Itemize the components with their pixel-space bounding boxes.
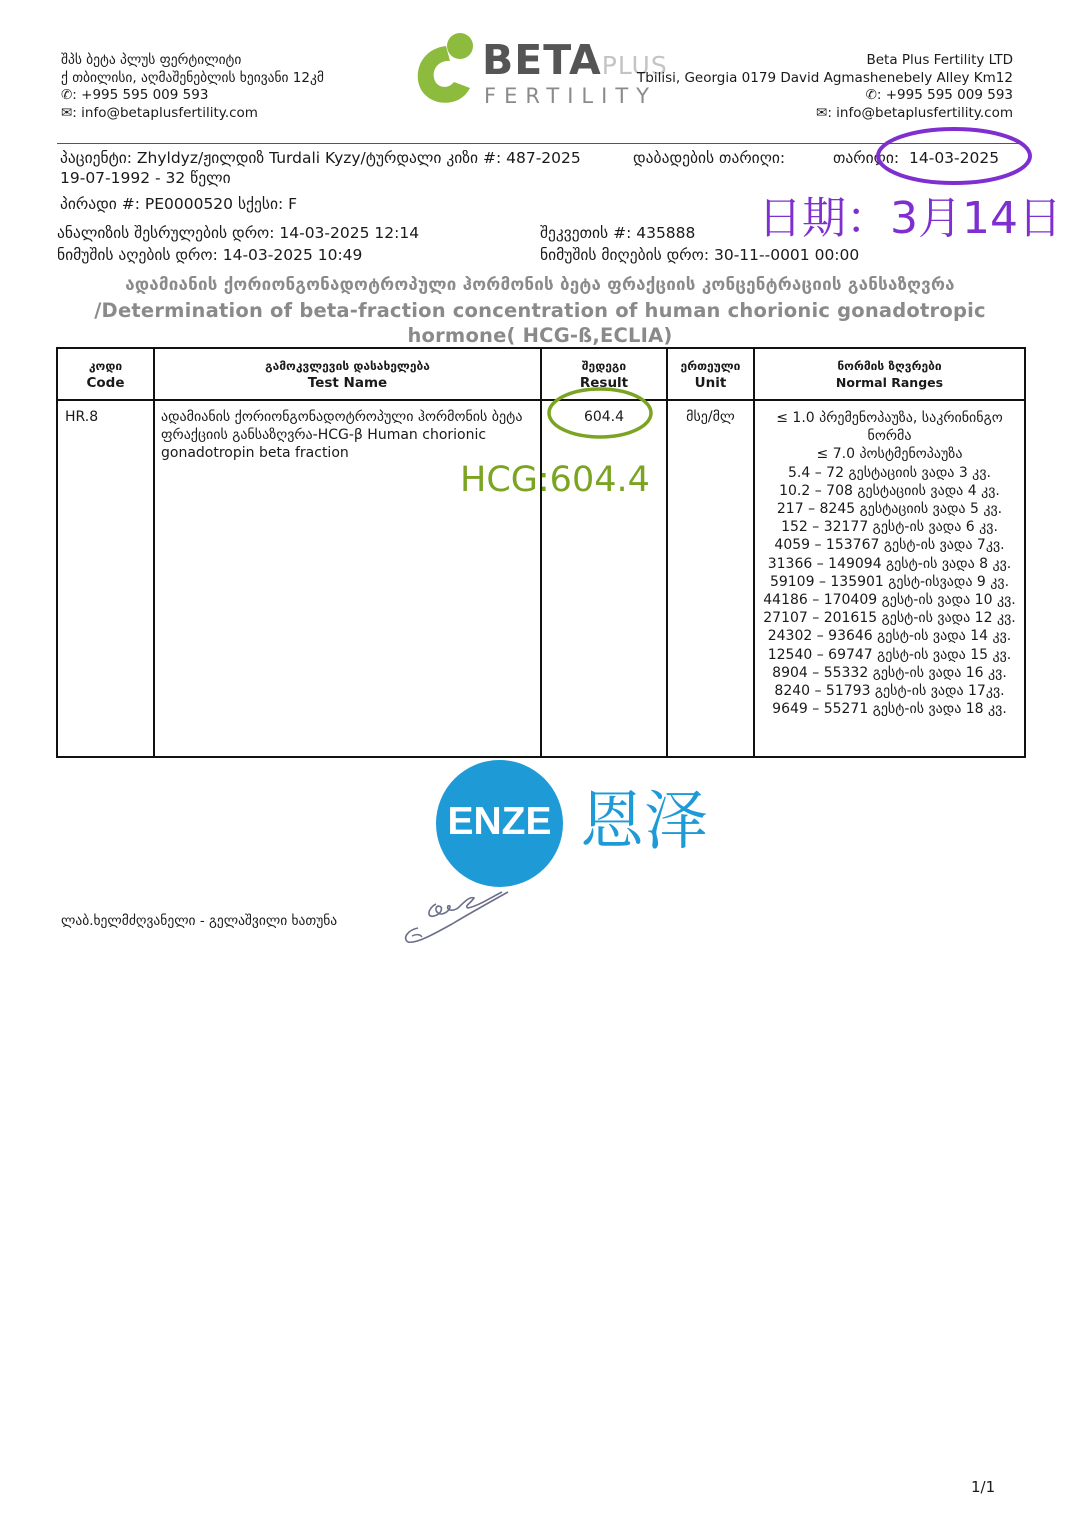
- sample-received-time: ნიმუშის მიღების დრო: 30-11--0001 00:00: [540, 246, 860, 264]
- range-line: 5.4 – 72 გესტაციის ვადა 3 კვ.: [788, 464, 991, 481]
- report-date-label: თარიღი:: [833, 149, 900, 167]
- range-line: 152 – 32177 გესტ-ის ვადა 6 კვ.: [781, 519, 998, 536]
- header-test-name: გამოკვლევის დასახელება Test Name: [154, 348, 541, 400]
- clinic-info-georgian: [61, 52, 324, 122]
- clinic-address-ka: ქ თბილისი, აღმაშენებლის ხეივანი 12კმ: [61, 69, 324, 86]
- range-line: ≤ 7.0 პოსტმენოპაუზა: [816, 446, 963, 463]
- header-code: კოდი Code: [57, 348, 154, 400]
- clinic-address-en: Tbilisi, Georgia 0179 David Agmashenebely Alley Km12: [637, 69, 1013, 86]
- birth-date-value: 19-07-1992 - 32 წელი: [60, 169, 231, 187]
- report-date-value: 14-03-2025: [909, 149, 1000, 167]
- clinic-phone-en: ✆: +995 595 009 593: [865, 87, 1013, 103]
- handwritten-signature: [398, 884, 518, 954]
- test-title-ka: ადამიანის ქორიონგონადოტროპული ჰორმონის ბეტა ფრაქციის კონცენტრაციის განსაზღვრა: [125, 275, 955, 295]
- range-line: 10.2 – 708 გესტაციის ვადა 4 კვ.: [779, 482, 1000, 499]
- clinic-phone-ka: ✆: +995 595 009 593: [61, 87, 209, 103]
- logo-word-plus: PLUS: [601, 51, 668, 80]
- enze-logo: [436, 760, 736, 888]
- table-row: [57, 400, 1025, 757]
- range-line: 8240 – 51793 გესტ-ის ვადა 17კვ.: [774, 683, 1005, 700]
- patient-name-line: პაციენტი: Zhyldyz/ჟილდიზ Turdali Kyzy/ტურდალი კიზი #: 487-2025: [60, 149, 581, 167]
- enze-english-label: ENZE: [447, 800, 552, 843]
- test-title-en-2: hormone( HCG-ß,ECLIA): [407, 324, 673, 347]
- range-line: 27107 – 201615 გესტ-ის ვადა 12 კვ.: [763, 610, 1016, 627]
- signature-label: ლაბ.ხელმძღვანელი - გელაშვილი ხათუნა: [61, 913, 338, 929]
- clinic-email-ka: ✉: info@betaplusfertility.com: [61, 104, 258, 121]
- test-title-en-1: /Determination of beta-fraction concentration of human chorionic gonadotropic: [94, 299, 986, 322]
- cell-test-name: ადამიანის ქორიონგონადოტროპული ჰორმონის ბეტა ფრაქციის განსაზღვრა-HCG-β Human chorionic gonadotropin beta fraction: [154, 400, 541, 757]
- range-line: 12540 – 69747 გესტ-ის ვადა 15 კვ.: [767, 646, 1012, 663]
- header-unit: ერთეული Unit: [667, 348, 754, 400]
- header-result: შედეგი Result: [541, 348, 667, 400]
- range-line: 31366 – 149094 გესტ-ის ვადა 8 კვ.: [767, 555, 1012, 572]
- clinic-info-english: [637, 52, 1013, 122]
- range-line: 9649 – 55271 გესტ-ის ვადა 18 კვ.: [772, 701, 1007, 718]
- analysis-time: ანალიზის შესრულების დრო: 14-03-2025 12:14: [57, 224, 420, 242]
- range-line: 217 – 8245 გესტაციის ვადა 5 კვ.: [776, 501, 1003, 518]
- range-line: ≤ 1.0 პრემენოპაუზა, საკრინინგო ნორმა: [776, 410, 1003, 445]
- sample-taken-time: ნიმუშის აღების დრო: 14-03-2025 10:49: [57, 246, 363, 264]
- logo-word-fertility: FERTILITY: [484, 84, 657, 108]
- clinic-name-en: Beta Plus Fertility LTD: [866, 52, 1013, 68]
- order-number: შეკვეთის #: 435888: [540, 224, 696, 242]
- cell-code: HR.8: [57, 400, 154, 757]
- clinic-email-en: ✉: info@betaplusfertility.com: [816, 104, 1013, 121]
- range-line: 44186 – 170409 გესტ-ის ვადა 10 კვ.: [763, 592, 1016, 609]
- date-annotation: 日期：3月14日: [758, 193, 1062, 244]
- cell-result: 604.4: [541, 400, 667, 757]
- date-highlight-circle: [874, 125, 1034, 189]
- cell-normal-ranges: [754, 400, 1025, 757]
- header-normal-ranges: ნორმის ზღვრები Normal Ranges: [754, 348, 1025, 400]
- table-header-row: [57, 348, 1025, 400]
- personal-id-line: პირადი #: PE0000520 სქესი: F: [60, 195, 298, 213]
- test-title: [57, 273, 1023, 348]
- page-number: 1/1: [971, 1478, 996, 1496]
- range-line: 4059 – 153767 გესტ-ის ვადა 7კვ.: [774, 537, 1005, 554]
- cell-unit: მსე/მლ: [667, 400, 754, 757]
- range-line: 59109 – 135901 გესტ-ისვადა 9 კვ.: [769, 573, 1010, 590]
- results-table: [56, 347, 1026, 758]
- hcg-annotation: HCG:604.4: [460, 460, 650, 500]
- logo-word-beta: BETA: [482, 36, 602, 84]
- range-line: 24302 – 93646 გესტ-ის ვადა 14 კვ.: [767, 628, 1012, 645]
- birth-date-label: დაბადების თარიღი:: [633, 149, 786, 167]
- logo-mark-icon: [410, 30, 480, 110]
- enze-chinese-label: 恩泽: [580, 785, 708, 859]
- clinic-name-ka: შპს ბეტა პლუს ფერტილიტი: [61, 52, 242, 68]
- range-line: 8904 – 55332 გესტ-ის ვადა 16 კვ.: [772, 664, 1007, 681]
- result-highlight-circle: [545, 385, 655, 443]
